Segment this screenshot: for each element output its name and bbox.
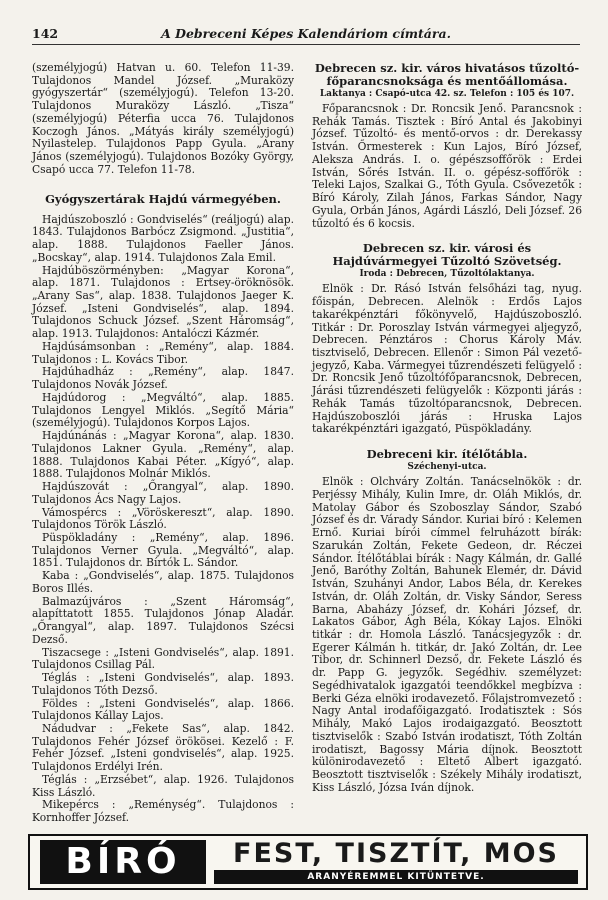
ad-slogan: FEST, TISZTÍT, MOS	[233, 838, 559, 869]
page-number: 142	[32, 26, 59, 41]
pharmacy-entry: Hajdúhadház : „Remény“, alap. 1847. Tulajdonos Novák József.	[32, 365, 294, 392]
pharmacy-entry: Földes : „Isteni Gondviselés“, alap. 1866. Tulajdonos Kállay Lajos.	[32, 696, 294, 723]
right-column	[312, 62, 582, 795]
pharmacy-intro: (személyjogú) Hatvan u. 60. Telefon 11-39. Tulajdonos Mandel József. „Muraközy gyógyszertár“ (személyjogú). Telefon 13-20. Tulajdonos Muraközy László. „Tisza“ (személyjogú) Péterfia ucca 76. Tulajdonos Koczogh János. „Mátyás király személyjogú) Nyilastelep. Tulajdonos Papp Gyula. „Arany János (személyjogú). Tulajdonos Bozóky György, Csapó ucca 77. Telefon 11-78.	[32, 61, 294, 176]
pharmacy-entry: Hajdúszoboszló : Gondviselés“ (reáljogú) alap. 1843. Tulajdonos Barbócz Zsigmond. „Justitia“, alap. 1888. Tulajdonos Faeller János. „Bocskay“, alap. 1914. Tulajdonos Zala Emil.	[32, 212, 294, 264]
pharmacy-entry: Hajdúsámsonban : „Remény“, alap. 1884. Tulajdonos : L. Kovács Tibor.	[32, 339, 294, 366]
pharmacy-entry: Mikepércs : „Reménység“. Tulajdonos : Kornhoffer József.	[32, 798, 294, 825]
section-title-court: Debreceni kir. ítélőtábla.	[366, 447, 528, 462]
pharmacy-entry: Kaba : „Gondviselés“, alap. 1875. Tulajdonos Boros Illés.	[32, 569, 294, 595]
pharmacy-entry: Balmazújváros : „Szent Háromság“, alapíttatott 1855. Tulajdonos Jónap Aladár. „Őrangyal“, alap. 1897. Tulajdonos Szécsi Dezső.	[32, 594, 294, 646]
section-sub-fire-association: Iroda : Debrecen, Tűzoltólaktanya.	[359, 269, 535, 280]
pharmacy-entry: Hajdúszovát : „Őrangyal“, alap. 1890. Tulajdonos Ács Nagy Lajos.	[32, 480, 294, 506]
ad-brand: BÍRÓ	[40, 840, 206, 884]
section-sub-court: Széchenyi-utca.	[407, 462, 487, 473]
running-title: A Debreceni Képes Kalendáriom címtára.	[161, 26, 451, 41]
pharmacy-entry: Téglás : „Isteni Gondviselés“, alap. 1893. Tulajdonos Tóth Dezső.	[32, 671, 294, 697]
running-header	[32, 24, 580, 45]
section-title-fire-brigade: Debrecen sz. kir. város hivatásos tűzoltó-főparancsnoksága és mentőállomása.	[314, 61, 580, 88]
pharmacy-entry: Püspökladány : „Remény“, alap. 1896. Tulajdonos Verner Gyula. „Megváltó“, alap. 1851. Tulajdonos dr. Bírtók L. Sándor.	[32, 530, 294, 570]
court-body: Elnök : Olchváry Zoltán. Tanácselnökök : dr. Perjéssy Mihály, Kulin Imre, dr. Oláh Miklós, dr. Matolay Gábor és Szoboszlay Sándor, Szabó József és dr. Várady Sándor. Kuriai bíró : Kelemen Ernő. Kuriai bírói címmel felruházott bírák: Szarukán Zoltán, Fekete Gedeon, dr. Réczei Sándor. Ítélőtáblai bírák : Nagy Kálmán, dr. Gallé Jenő, Baróthy Zoltán, Bahunek Elemér, dr. Dávid István, Szuhányi Andor, Labos Béla, dr. Kerekes István, dr. Oláh Zoltán, dr. Visky Sándor, Seress Barna, Abaházy József, dr. Kohári József, dr. Lakatos Gábor, Ágh Béla, Kókay Lajos. Elnöki titkár : dr. Homola László. Tanácsjegyzők : dr. Egerer Kálmán h. titkár, dr. Jakó Zoltán, dr. Lee Tibor, dr. Schinnerl Dezső, dr. Fekete László és dr. Papp G. jegyzők. Segédhiv. személyzet: Segédhivatalok igazgatói teendőkkel megbízva : Berki Géza elnöki irodavezető. Főlajstromvezető : Nagy Antal irodafőigazgató. Irodatisztek : Sós Mihály, Makó Lajos irodaigazgató. Beosztott tisztviselők : Szabó István irodatiszt, Tóth Zoltán irodatiszt, Bagossy Mária díjnok. Beosztott különirodavezető : Eltető Albert igazgató. Beosztott tisztviselők : Székely Mihály irodatiszt, Kiss László, Józsa Iván díjnok.	[312, 475, 582, 794]
pharmacy-list	[32, 214, 294, 825]
pharmacy-entry: Tiszacsege : „Isteni Gondviselés“, alap. 1891. Tulajdonos Csillag Pál.	[32, 645, 294, 672]
pharmacy-entry: Nádudvar : „Fekete Sas“, alap. 1842. Tulajdonos Fehér József örökösei. Kezelő : F. Fehér József. „Isteni gondviselés“, alap. 1925. Tulajdonos Erdélyi Irén.	[32, 721, 294, 774]
section-title-pharmacies: Gyógyszertárak Hajdú vármegyében.	[45, 191, 281, 206]
fire-association-body: Elnök : Dr. Rásó István felsőházi tag, nyug. főispán, Debrecen. Alelnök : Erdős Lajos takarékpénztári főkönyvelő, Hajdúszoboszló. Titkár : Dr. Poroszlay István vármegyei aljegyző, Debrecen. Pénztáros : Chorus Károly Máv. tisztviselő, Debrecen. Ellenőr : Simon Pál vezető-jegyző, Kaba. Vármegyei tűzrendészeti felügyelő : Dr. Roncsik Jenő tűzoltófőparancsnok, Debrecen, Járási tűzrendészeti felügyelők : Központi járás : Rehák Tamás tűzoltóparancsnok, Debrecen. Hajdúszoboszlói járás : Hruska Lajos takarékpénztári igazgató, Püspökladány.	[312, 282, 582, 436]
pharmacy-entry: Hajdúböszörményben: „Magyar Korona“, alap. 1871. Tulajdonos : Ertsey-öröknösök. „Arany Sas“, alap. 1838. Tulajdonos Jaeger K. József. „Isteni Gondviselés“, alap. 1894. Tulajdonos Schuck József. „Szent Háromság“, alap. 1913. Tulajdonos: Antalóczi Kázmér.	[32, 263, 294, 341]
pharmacy-entry: Hajdúnánás : „Magyar Korona“, alap. 1830. Tulajdonos Lakner Gyula. „Remény“, alap. 1888. Tulajdonos Kabai Péter. „Kígyó“, alap. 1888. Tulajdonos Molnár Miklós.	[32, 429, 294, 481]
fire-brigade-body: Főparancsnok : Dr. Roncsik Jenő. Parancsnok : Rehák Tamás. Tisztek : Bíró Antal és Jakobinyi József. Tűzoltó- és mentő-orvos : dr. Derekassy István. Őrmesterek : Kun Lajos, Bíró József, Aleksza András. I. o. gépészsoffőrök : Erdei István, Sőrés István. II. o. gépész-soffőrök : Teleki Lajos, Szalkai G., Tóth Gyula. Csővezetők : Bíró Károly, Zilah János, Farkas Sándor, Nagy Gyula, Orbán János, Agárdi László, Deli József. 26 tűzoltó és 6 kocsis.	[312, 102, 582, 230]
pharmacy-entry: Hajdúdorog : „Megváltó“, alap. 1885. Tulajdonos Lengyel Miklós. „Segítő Mária“ (személyjogú). Tulajdonos Korpos Lajos.	[32, 390, 294, 430]
left-column	[32, 62, 294, 825]
section-sub-fire-brigade: Laktanya : Csapó-utca 42. sz. Telefon : 105 és 107.	[319, 89, 575, 99]
pharmacy-entry: Téglás : „Erzsébet“, alap. 1926. Tulajdonos Kiss László.	[32, 772, 294, 799]
section-title-fire-association: Debrecen sz. kir. városi és Hajdúvármegyei Tűzoltó Szövetség.	[332, 241, 562, 269]
pharmacy-entry: Vámospércs : „Vöröskereszt“, alap. 1890. Tulajdonos Török László.	[32, 505, 294, 532]
ad-award: ARANYÉREMMEL KITÜNTETVE.	[214, 870, 578, 884]
advertisement	[28, 834, 588, 890]
